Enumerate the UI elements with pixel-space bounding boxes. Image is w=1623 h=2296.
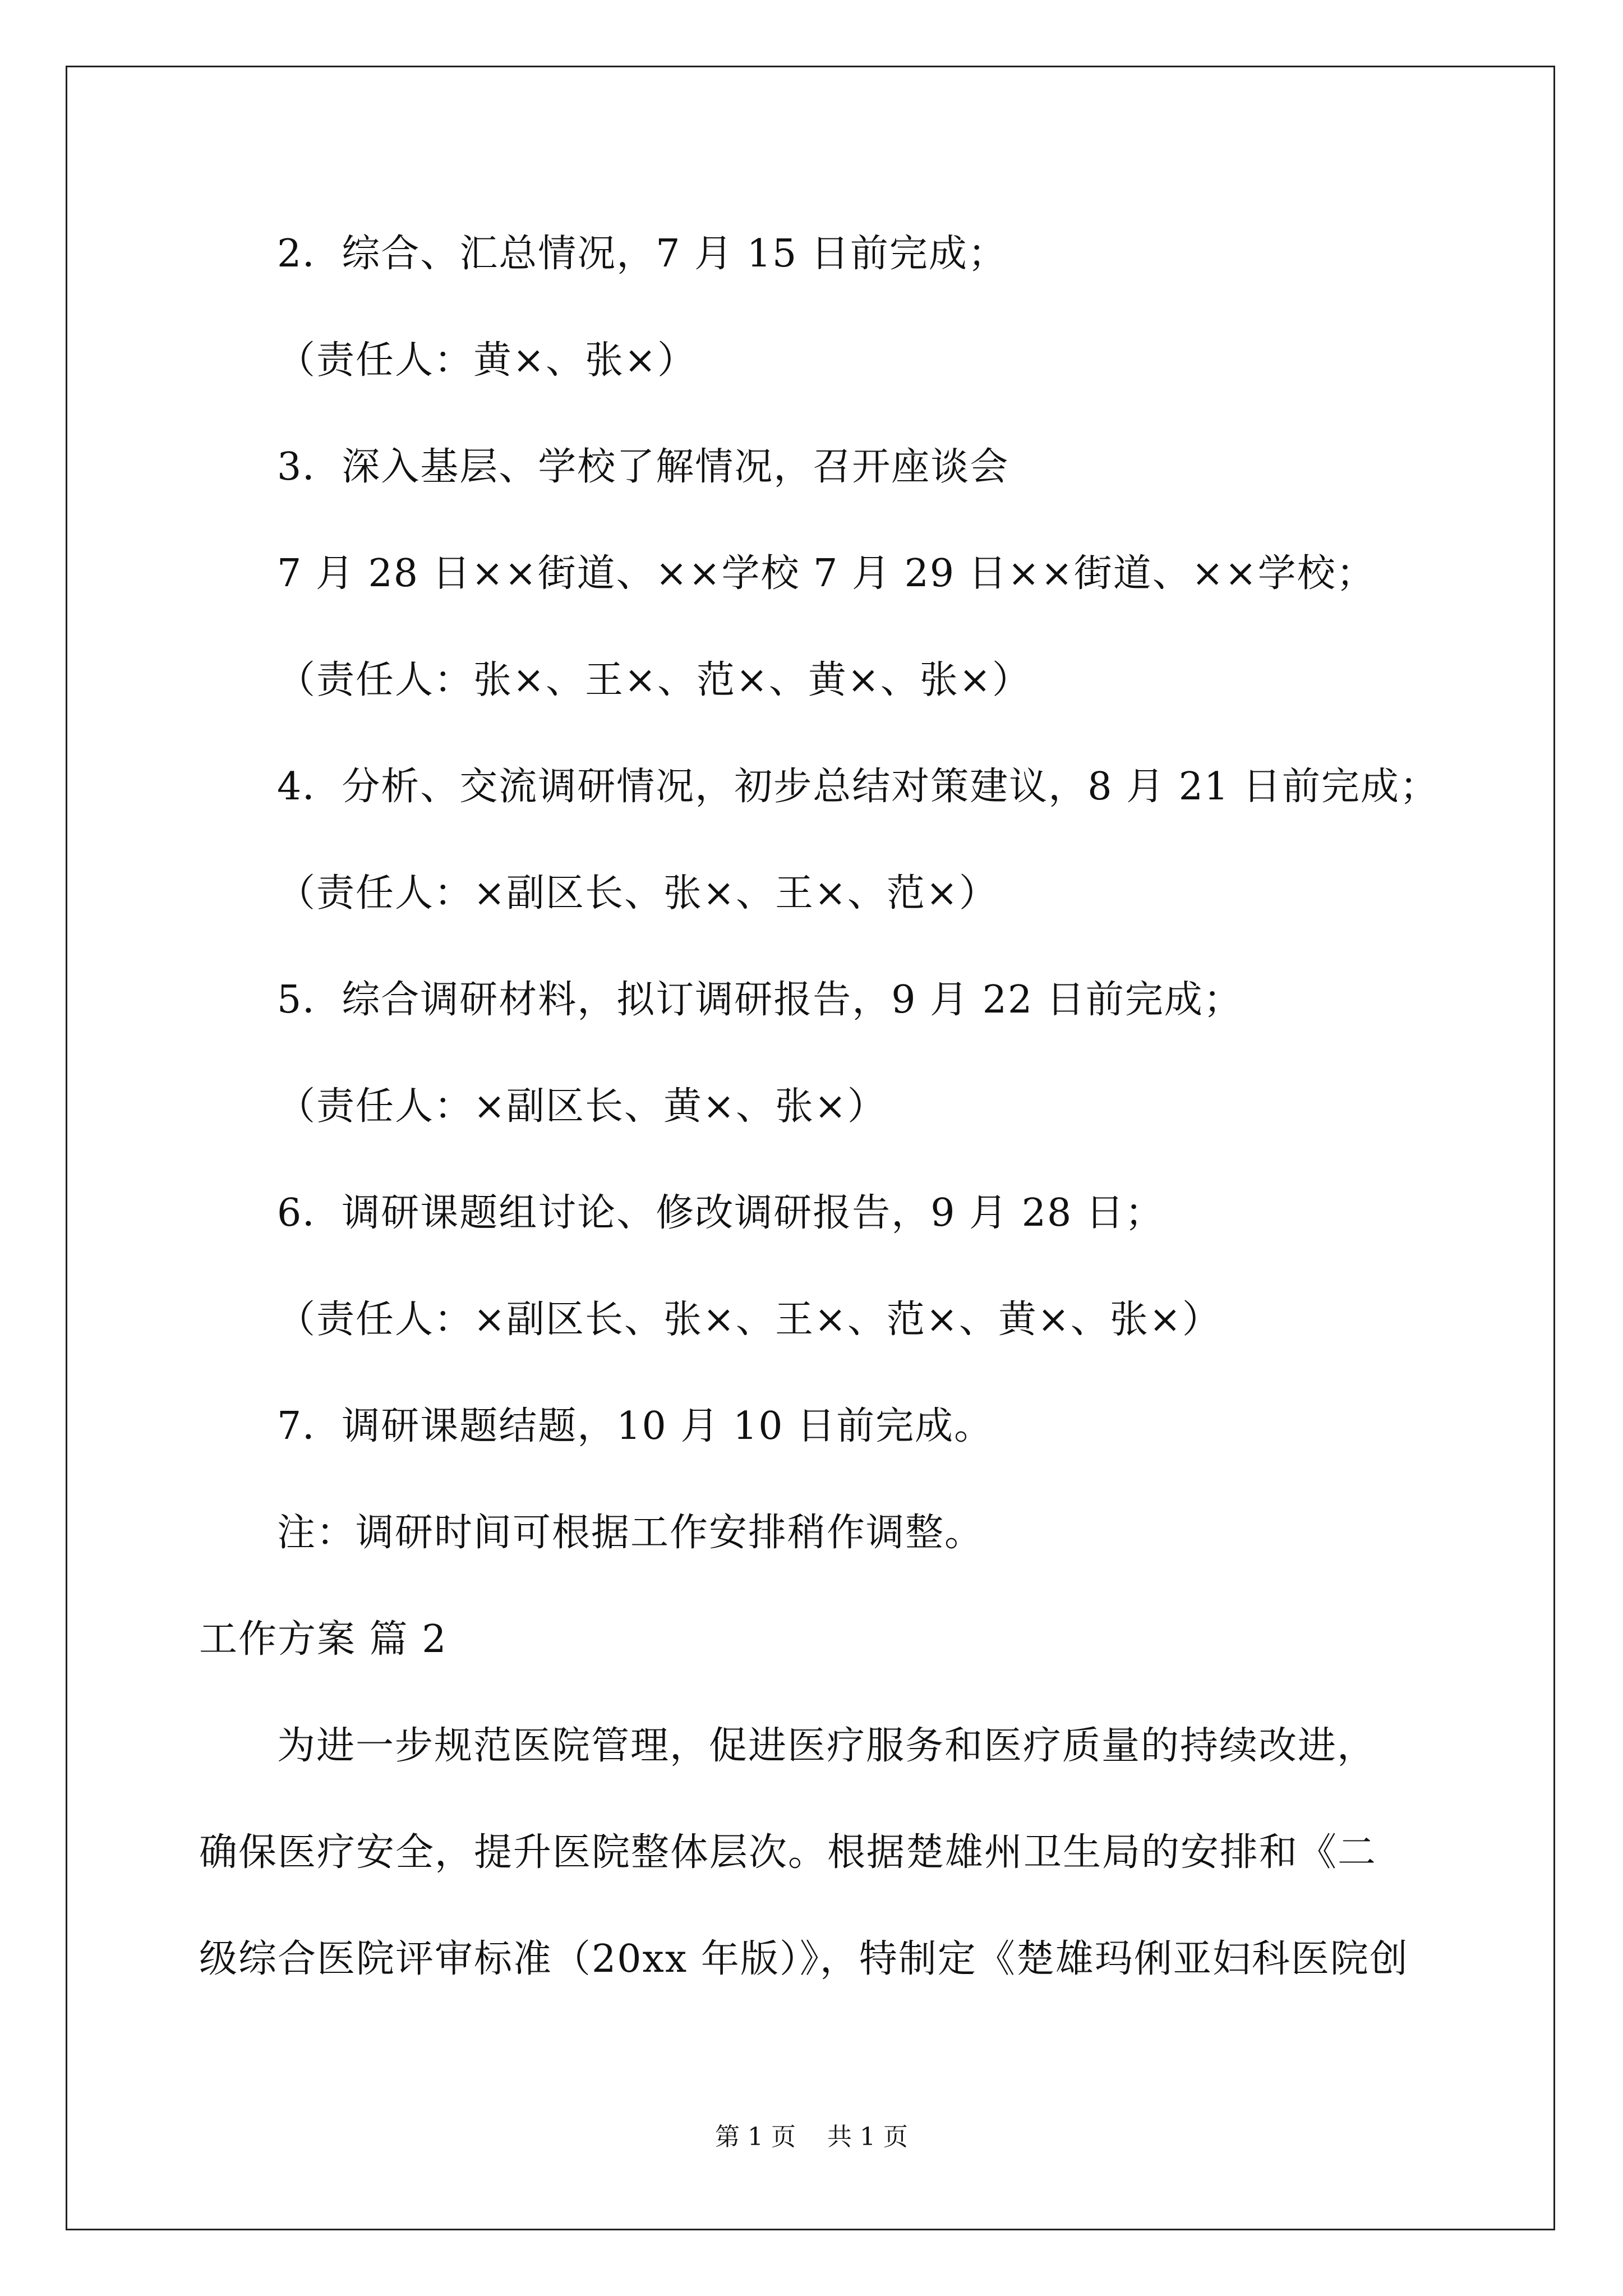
list-item: 3．深入基层、学校了解情况，召开座谈会 (277, 445, 1009, 489)
list-item: 7．调研课题结题，10 月 10 日前完成。 (277, 1404, 994, 1448)
list-item: （责任人：×副区长、张×、王×、范×） (277, 871, 998, 915)
section-heading: 工作方案 篇 2 (199, 1617, 448, 1662)
list-item: 7 月 28 日××街道、××学校 7 月 29 日××街道、××学校； (277, 551, 1376, 596)
paragraph-line: 为进一步规范医院管理，促进医疗服务和医疗质量的持续改进， (277, 1724, 1377, 1768)
page-border (66, 66, 1555, 2230)
paragraph-line: 确保医疗安全，提升医院整体层次。根据楚雄州卫生局的安排和《二 (199, 1830, 1377, 1875)
list-item: （责任人：×副区长、张×、王×、范×、黄×、张×） (277, 1297, 1221, 1342)
list-item: 2．综合、汇总情况，7 月 15 日前完成； (277, 232, 1007, 276)
list-item: （责任人：张×、王×、范×、黄×、张×） (277, 658, 1031, 702)
note-line: 注：调研时间可根据工作安排稍作调整。 (277, 1511, 984, 1555)
paragraph-line: 级综合医院评审标准（20xx 年版）》，特制定《楚雄玛俐亚妇科医院创 (199, 1937, 1409, 1981)
list-item: （责任人：黄×、张×） (277, 338, 697, 383)
list-item: 5．综合调研材料，拟订调研报告，9 月 22 日前完成； (277, 978, 1243, 1022)
page-footer: 第 1 页 共 1 页 (715, 2123, 908, 2151)
list-item: （责任人：×副区长、黄×、张×） (277, 1084, 887, 1129)
list-item: 4．分析、交流调研情况，初步总结对策建议，8 月 21 日前完成； (277, 765, 1439, 809)
list-item: 6．调研课题组讨论、修改调研报告，9 月 28 日； (277, 1191, 1164, 1235)
